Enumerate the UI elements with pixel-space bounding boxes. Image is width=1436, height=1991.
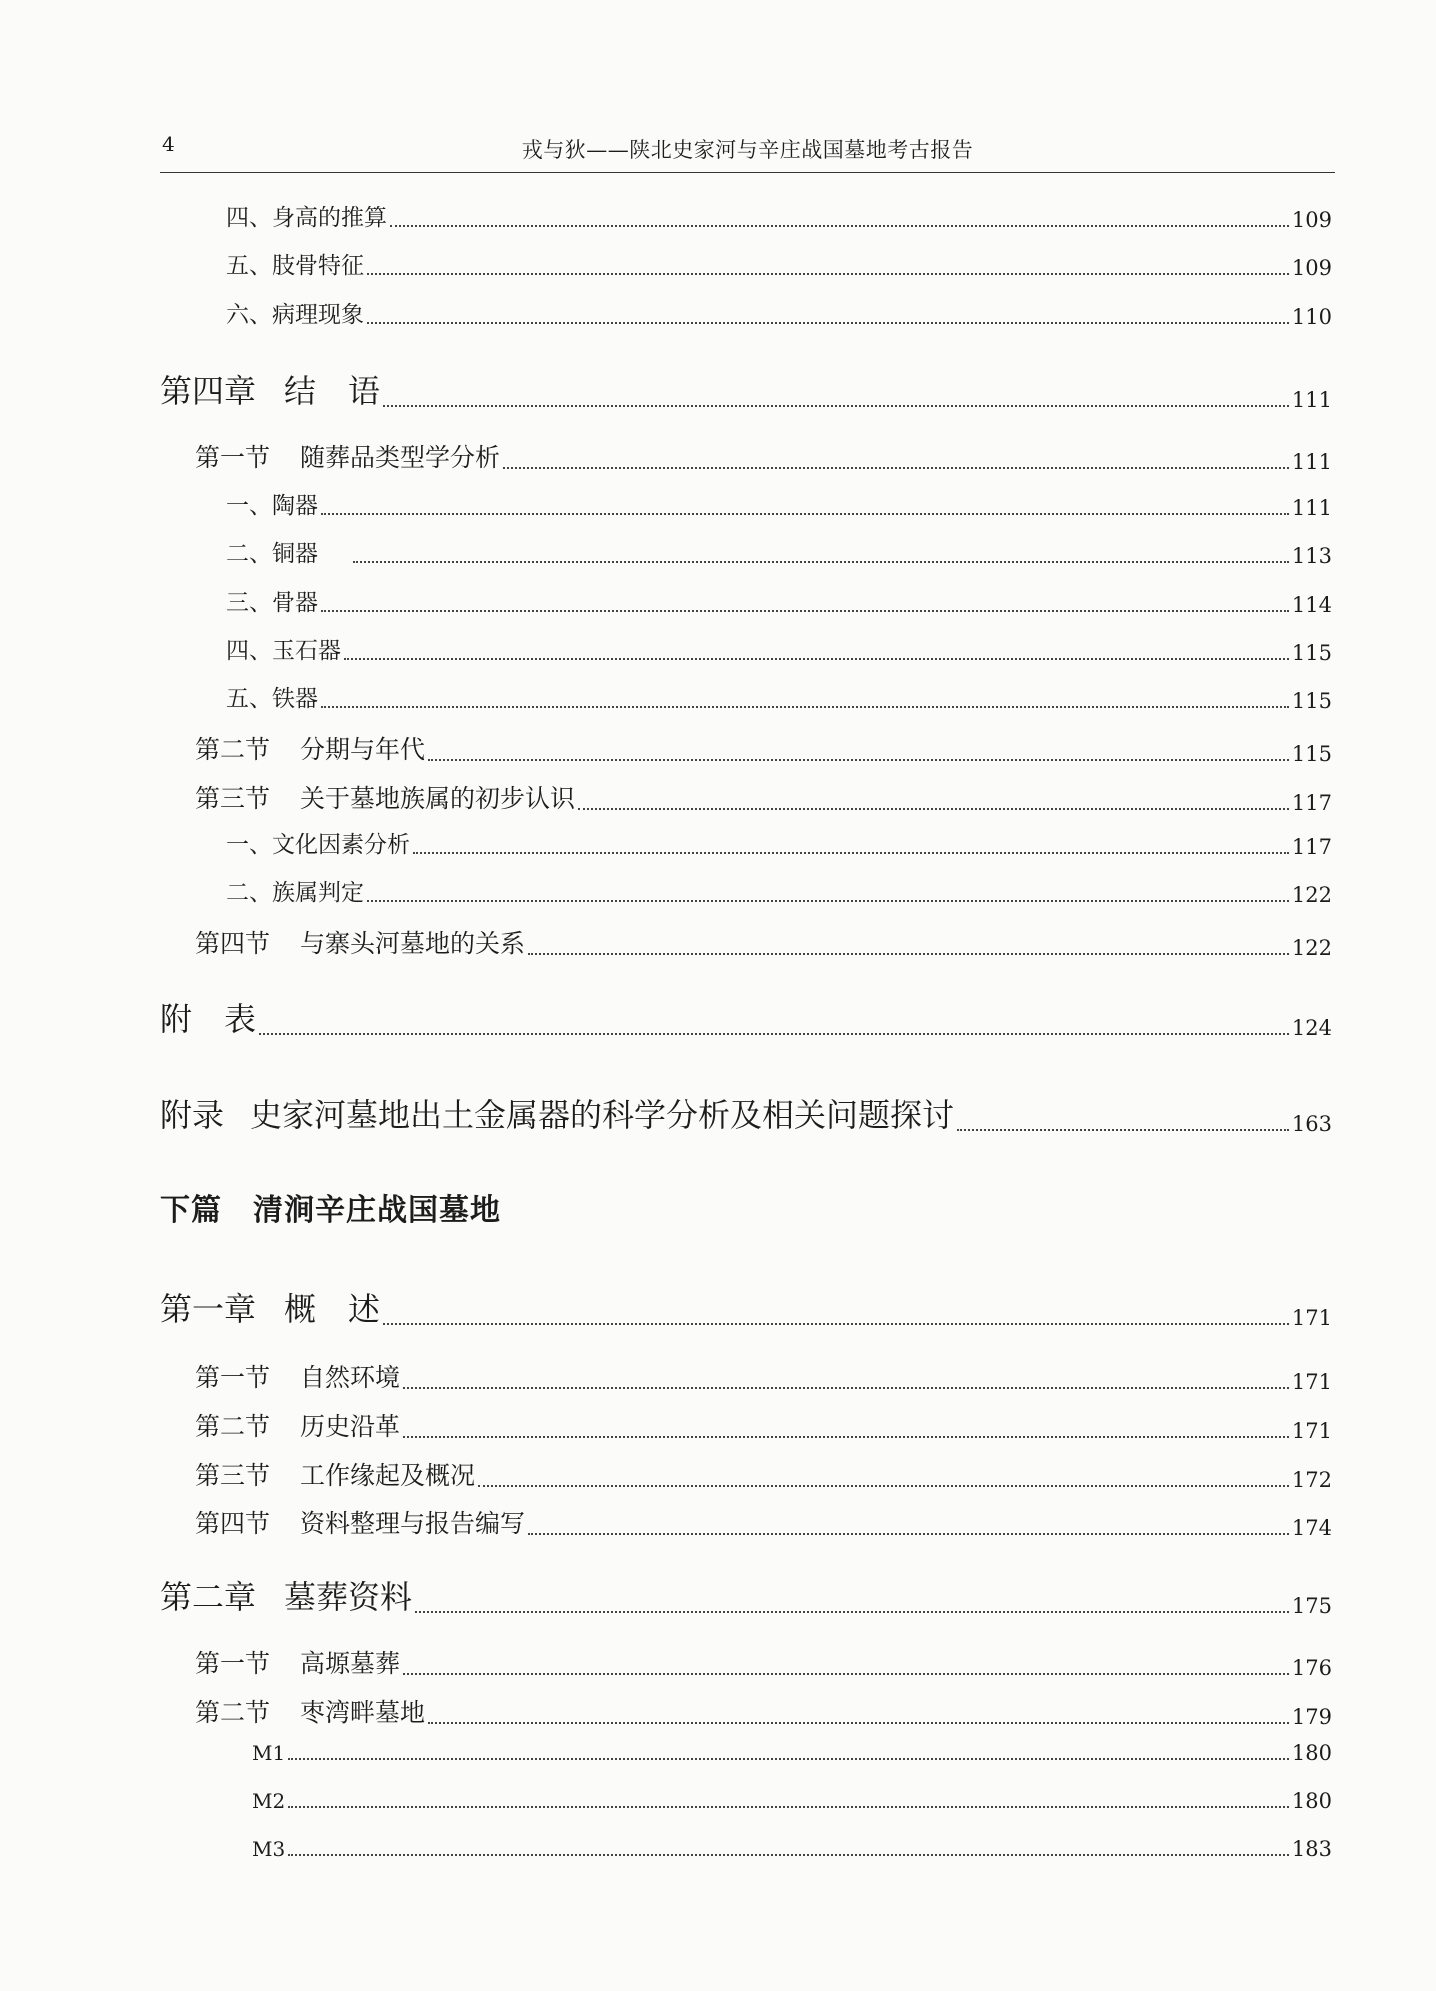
toc-entry[interactable] — [226, 632, 1332, 665]
dot-leader — [353, 561, 1289, 563]
toc-page-number: 172 — [1291, 1468, 1332, 1492]
toc-section-entry[interactable] — [195, 438, 1332, 474]
toc-entry[interactable] — [226, 535, 1332, 568]
toc-page-number: 180 — [1291, 1789, 1332, 1813]
toc-entry[interactable] — [226, 874, 1332, 907]
toc-chapter-title: 结 语 — [284, 372, 381, 410]
toc-entry[interactable] — [226, 199, 1332, 232]
toc-page-number: 171 — [1291, 1306, 1332, 1330]
toc-entry-label: 六、病理现象 — [226, 302, 364, 328]
dot-leader — [321, 610, 1289, 612]
toc-page-number: 124 — [1291, 1016, 1332, 1040]
part-heading[interactable]: 下篇 清涧辛庄战国墓地 — [160, 1193, 501, 1228]
toc-entry-label: M3 — [252, 1837, 286, 1861]
toc-page-number: 115 — [1291, 742, 1332, 766]
toc-page-number: 122 — [1291, 936, 1332, 960]
dot-leader — [528, 1533, 1289, 1535]
toc-entry[interactable] — [226, 826, 1332, 859]
toc-section-title: 工作缘起及概况 — [300, 1461, 476, 1490]
toc-page-number: 171 — [1291, 1419, 1332, 1443]
toc-section-entry[interactable] — [195, 1693, 1332, 1729]
dot-leader — [528, 953, 1289, 955]
toc-page-number: 117 — [1291, 835, 1332, 859]
toc-page-number: 114 — [1291, 593, 1332, 617]
dot-leader — [288, 1854, 1289, 1856]
toc-section-title: 与寨头河墓地的关系 — [300, 929, 526, 958]
toc-chapter-head: 第一章 — [160, 1290, 257, 1328]
toc-entry-label: M1 — [252, 1741, 286, 1765]
dot-leader — [503, 467, 1289, 469]
toc-section-head: 第四节 — [195, 929, 271, 958]
toc-entry-label: 四、玉石器 — [226, 638, 341, 664]
toc-page-number: 175 — [1291, 1594, 1332, 1618]
toc-section-entry[interactable] — [195, 1644, 1332, 1680]
dot-leader — [390, 225, 1289, 227]
dot-leader — [578, 808, 1289, 810]
toc-chapter-entry[interactable] — [160, 994, 1332, 1040]
toc-chapter-title: 附 表 — [160, 1000, 257, 1038]
toc-page-number: 174 — [1291, 1516, 1332, 1540]
toc-entry[interactable] — [226, 487, 1332, 520]
toc-section-title: 枣湾畔墓地 — [300, 1698, 426, 1727]
toc-entry-label: 二、族属判定 — [226, 880, 364, 906]
toc-entry-label: 五、铁器 — [226, 686, 318, 712]
toc-entry[interactable] — [226, 247, 1332, 280]
toc-section-head: 第二节 — [195, 1412, 271, 1441]
toc-chapter-head: 第二章 — [160, 1578, 257, 1616]
toc-page-number: 109 — [1291, 256, 1332, 280]
toc-chapter-title: 墓葬资料 — [284, 1578, 413, 1616]
toc-grave-entry[interactable] — [252, 1837, 1332, 1861]
toc-section-title: 分期与年代 — [300, 735, 426, 764]
toc-page-number: 183 — [1291, 1837, 1332, 1861]
toc-entry-label: 三、骨器 — [226, 590, 318, 616]
toc-section-title: 历史沿革 — [300, 1412, 401, 1441]
toc-page-number: 110 — [1291, 305, 1332, 329]
dot-leader — [321, 706, 1289, 708]
toc-section-head: 第三节 — [195, 784, 271, 813]
page-header — [160, 128, 1335, 173]
toc-section-head: 第一节 — [195, 1363, 271, 1392]
toc-section-title: 自然环境 — [300, 1363, 401, 1392]
toc-entry[interactable] — [226, 680, 1332, 713]
toc-section-entry[interactable] — [195, 1407, 1332, 1443]
toc-page-number: 111 — [1291, 450, 1332, 474]
dot-leader — [957, 1129, 1289, 1131]
dot-leader — [288, 1758, 1289, 1760]
dot-leader — [413, 852, 1289, 854]
dot-leader — [321, 513, 1289, 515]
toc-page-number: 171 — [1291, 1370, 1332, 1394]
toc-section-head: 第二节 — [195, 735, 271, 764]
toc-page-number: 179 — [1291, 1705, 1332, 1729]
toc-section-entry[interactable] — [195, 1456, 1332, 1492]
toc-entry-label: M2 — [252, 1789, 286, 1813]
toc-chapter-head: 附录 — [160, 1096, 225, 1134]
toc-entry[interactable] — [226, 584, 1332, 617]
toc-page-number: 122 — [1291, 883, 1332, 907]
toc-chapter-entry[interactable] — [160, 1572, 1332, 1618]
toc-section-title: 高塬墓葬 — [300, 1649, 401, 1678]
toc-section-title: 随葬品类型学分析 — [300, 443, 501, 472]
dot-leader — [367, 273, 1289, 275]
toc-page-number: 111 — [1291, 496, 1332, 520]
dot-leader — [367, 322, 1289, 324]
dot-leader — [403, 1436, 1289, 1438]
dot-leader — [403, 1387, 1289, 1389]
toc-section-entry[interactable] — [195, 1358, 1332, 1394]
toc-page-number: 113 — [1291, 544, 1332, 568]
dot-leader — [344, 658, 1289, 660]
toc-page-number: 180 — [1291, 1741, 1332, 1765]
toc-grave-entry[interactable] — [252, 1789, 1332, 1813]
toc-page-number: 117 — [1291, 791, 1332, 815]
toc-chapter-title: 史家河墓地出土金属器的科学分析及相关问题探讨 — [250, 1096, 955, 1134]
toc-chapter-entry[interactable] — [160, 366, 1332, 412]
toc-section-head: 第一节 — [195, 1649, 271, 1678]
toc-page-number: 111 — [1291, 388, 1332, 412]
toc-chapter-title: 概 述 — [284, 1290, 381, 1328]
dot-leader — [288, 1806, 1289, 1808]
toc-section-entry[interactable] — [195, 730, 1332, 766]
toc-entry-label: 五、肢骨特征 — [226, 253, 364, 279]
toc-page-number: 109 — [1291, 208, 1332, 232]
toc-entry-label: 一、陶器 — [226, 493, 318, 519]
toc-chapter-entry[interactable] — [160, 1284, 1332, 1330]
dot-leader — [428, 759, 1289, 761]
dot-leader — [259, 1033, 1289, 1035]
toc-entry-label: 四、身高的推算 — [226, 205, 387, 231]
toc-page-number: 115 — [1291, 641, 1332, 665]
dot-leader — [367, 900, 1289, 902]
toc-section-entry[interactable] — [195, 779, 1332, 815]
toc-section-entry[interactable] — [195, 1504, 1332, 1540]
toc-section-head: 第二节 — [195, 1698, 271, 1727]
toc-page-number: 163 — [1291, 1112, 1332, 1136]
toc-entry-label: 一、文化因素分析 — [226, 832, 410, 858]
toc-entry-label: 二、铜器 — [226, 541, 318, 567]
toc-section-title: 资料整理与报告编写 — [300, 1509, 526, 1538]
toc-appendix-entry[interactable] — [160, 1090, 1332, 1136]
toc-page-number: 115 — [1291, 689, 1332, 713]
toc-grave-entry[interactable] — [252, 1741, 1332, 1765]
toc-section-title: 关于墓地族属的初步认识 — [300, 784, 576, 813]
running-title: 戎与狄——陕北史家河与辛庄战国墓地考古报告 — [521, 138, 974, 162]
toc-section-head: 第三节 — [195, 1461, 271, 1490]
dot-leader — [383, 1323, 1289, 1325]
toc-entry[interactable] — [226, 296, 1332, 329]
dot-leader — [383, 405, 1289, 407]
toc-section-head: 第一节 — [195, 443, 271, 472]
toc-chapter-head: 第四章 — [160, 372, 257, 410]
dot-leader — [415, 1611, 1289, 1613]
dot-leader — [428, 1722, 1289, 1724]
dot-leader — [403, 1673, 1289, 1675]
dot-leader — [478, 1485, 1289, 1487]
page-number: 4 — [162, 132, 175, 156]
toc-page-number: 176 — [1291, 1656, 1332, 1680]
toc-section-head: 第四节 — [195, 1509, 271, 1538]
toc-section-entry[interactable] — [195, 924, 1332, 960]
